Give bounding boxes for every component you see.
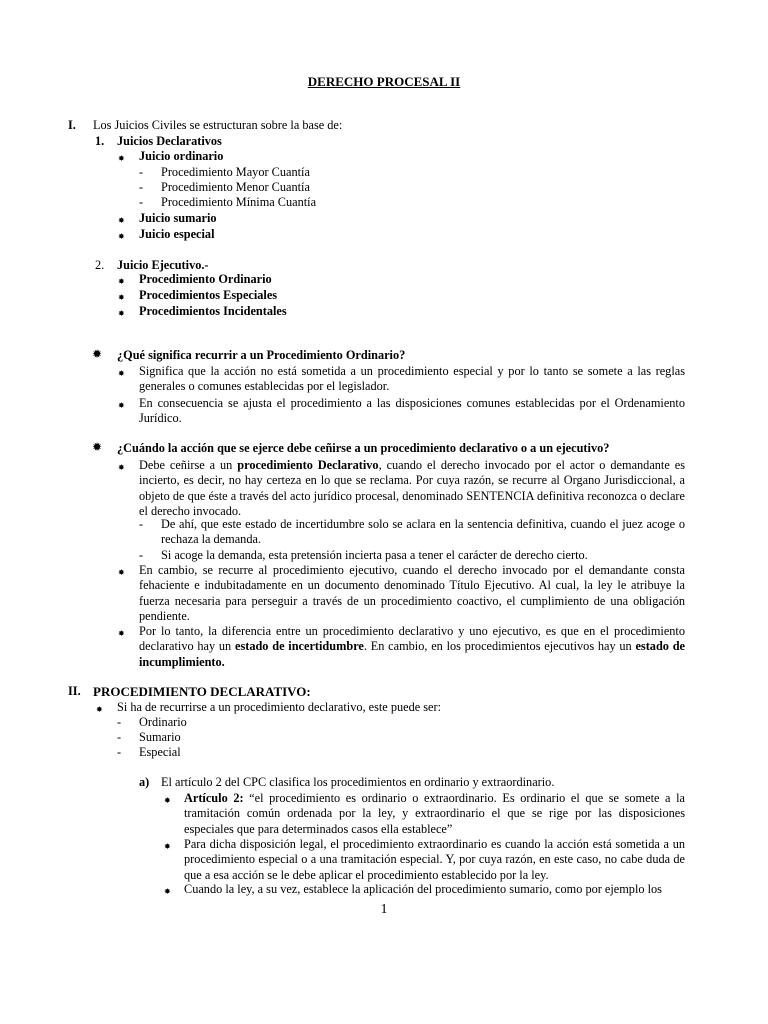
- question-1: ¿Qué significa recurrir a un Procedimiento Ordinario?: [117, 348, 406, 362]
- bullet-icon: ✸: [164, 887, 171, 896]
- list-item: Procedimiento Menor Cuantía: [161, 180, 310, 194]
- bullet-icon: ✸: [118, 463, 125, 472]
- paragraph-diferencia: Por lo tanto, la diferencia entre un procedimiento declarativo y uno ejecutivo, es que en el procedimiento declarativo hay un estado de incertidumbre. En cambio, en los procedimientos ejecutivos hay un estado de incumplimiento.: [139, 624, 686, 669]
- list-item: Procedimientos Incidentales: [139, 304, 287, 318]
- sumario-paragraph: Cuando la ley, a su vez, establece la aplicación del procedimiento sumario, como por ejemplo los: [184, 882, 662, 896]
- bullet-icon: ✸: [118, 401, 125, 410]
- dash-marker: -: [139, 517, 144, 531]
- list-item: Procedimiento Mayor Cuantía: [161, 165, 310, 179]
- juicio-ordinario: Juicio ordinario: [139, 149, 224, 163]
- bullet-icon: ✸: [164, 796, 171, 805]
- item-a-label: a): [139, 775, 150, 789]
- bullet-icon: ✸: [96, 705, 103, 714]
- sub-paragraph: De ahí, que este estado de incertidumbre solo se aclara en la sentencia definitiva, cuando el juez acoge o rechaza la demanda.: [161, 517, 685, 547]
- dash-marker: -: [117, 730, 122, 744]
- bullet-icon: ✸: [118, 154, 125, 163]
- list-item: Procedimientos Especiales: [139, 288, 278, 302]
- paragraph-ejecutivo: En cambio, se recurre al procedimiento ejecutivo, cuando el derecho invocado por el demandante consta fehaciente e indubitadamente en un documento denominado Título Ejecutivo. Al cual, la ley le atribuye la fuerza necesaria para perseguir a través de un procedimiento coactivo, el cumplimiento de una obligación pendiente.: [139, 563, 685, 623]
- page-number: 1: [380, 902, 388, 917]
- bullet-icon: ✹: [92, 347, 103, 361]
- answer-2-paragraph: En consecuencia se ajusta el procedimiento a las disposiciones comunes establecidas por el Ordenamiento Jurídico.: [139, 396, 685, 426]
- juicio-especial: Juicio especial: [139, 227, 215, 241]
- bullet-icon: ✸: [118, 369, 125, 378]
- bullet-icon: ✹: [92, 440, 103, 454]
- section-1-numeral: I.: [68, 118, 76, 132]
- list-item: Procedimiento Mínima Cuantía: [161, 195, 317, 209]
- paragraph-declarativo: Debe ceñirse a un procedimiento Declarativo, cuando el derecho invocado por el actor o demandante es incierto, es decir, no hay certeza en lo que se reclama. Por cuya razón, se recurre al Organo Jurisdiccional, a objeto de que éste a través del acto jurídico procesal, denominado SENTENCIA definitiva reconozca o declare el derecho invocado.: [139, 458, 685, 518]
- bullet-icon: ✸: [164, 842, 171, 851]
- dash-marker: -: [139, 548, 144, 562]
- section-2-numeral: II.: [68, 684, 81, 698]
- section-2-heading: PROCEDIMIENTO DECLARATIVO:: [93, 684, 311, 699]
- document-title: DERECHO PROCESAL II: [307, 74, 461, 89]
- bullet-icon: ✸: [118, 309, 125, 318]
- articulo-2-paragraph: Artículo 2: “el procedimiento es ordinario o extraordinario. Es ordinario el que se somete a la tramitación común ordenada por la ley, y extraordinario el que se rige por las disposiciones especiales que para determinados casos ella establece”: [184, 791, 685, 836]
- list-item: Ordinario: [139, 715, 187, 729]
- bullet-icon: ✸: [118, 293, 125, 302]
- sub-paragraph: Si acoge la demanda, esta pretensión incierta pasa a tener el carácter de derecho cierto.: [161, 548, 588, 562]
- bullet-icon: ✸: [118, 568, 125, 577]
- item-1-number: 1.: [95, 134, 105, 148]
- list-item: Sumario: [139, 730, 181, 744]
- juicio-sumario: Juicio sumario: [139, 211, 217, 225]
- list-item: Procedimiento Ordinario: [139, 272, 272, 286]
- section-2-intro: Si ha de recurrirse a un procedimiento declarativo, este puede ser:: [117, 700, 442, 714]
- question-2: ¿Cuándo la acción que se ejerce debe ceñirse a un procedimiento declarativo o a un ejecutivo?: [117, 441, 610, 455]
- dash-marker: -: [139, 180, 144, 194]
- bullet-icon: ✸: [118, 277, 125, 286]
- item-2-number: 2.: [95, 258, 105, 272]
- item-a-text: El artículo 2 del CPC clasifica los procedimientos en ordinario y extraordinario.: [161, 775, 555, 789]
- extraordinario-paragraph: Para dicha disposición legal, el procedimiento extraordinario es cuando la acción está sometida a un procedimiento especial o a una tramitación especial. Y, por cuya razón, en este caso, no cabe duda de que a esa acción se le debe aplicar el procedimiento establecido por la ley.: [184, 837, 685, 882]
- dash-marker: -: [117, 715, 122, 729]
- dash-marker: -: [117, 745, 122, 759]
- bullet-icon: ✸: [118, 216, 125, 225]
- answer-1-paragraph: Significa que la acción no está sometida a un procedimiento especial y por lo tanto se somete a las reglas generales o comunes establecidas por el legislador.: [139, 364, 685, 394]
- list-item: Especial: [139, 745, 181, 759]
- item-2-label: Juicio Ejecutivo.-: [117, 258, 209, 272]
- bullet-icon: ✸: [118, 629, 125, 638]
- dash-marker: -: [139, 195, 144, 209]
- item-1-label: Juicios Declarativos: [117, 134, 222, 148]
- bullet-icon: ✸: [118, 232, 125, 241]
- dash-marker: -: [139, 165, 144, 179]
- section-1-intro: Los Juicios Civiles se estructuran sobre la base de:: [93, 118, 343, 132]
